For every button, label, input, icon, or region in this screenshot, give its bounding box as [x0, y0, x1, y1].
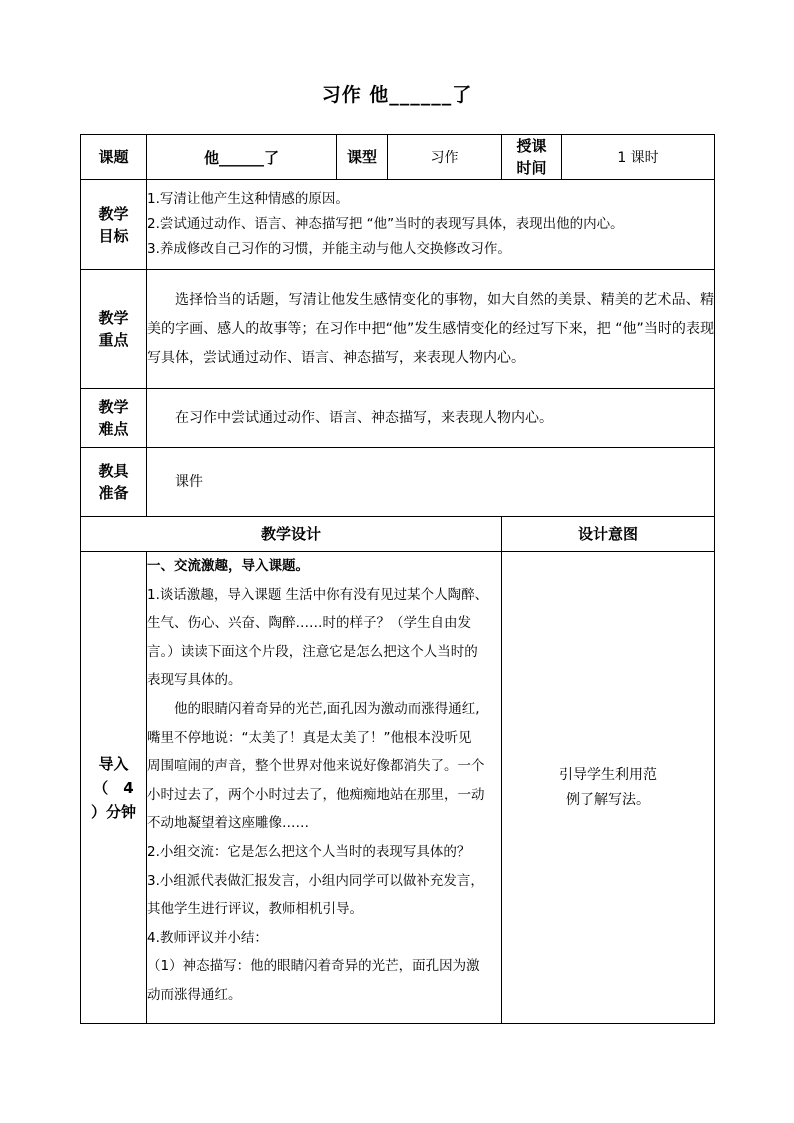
- passage-line: 他的眼睛闪着奇异的光芒,面孔因为激动而涨得通红,: [174, 700, 480, 717]
- step-line: 2.小组交流：它是怎么把这个人当时的表现写具体的？: [147, 843, 471, 860]
- step-line: 其他学生进行评议，教师相机引导。: [147, 901, 363, 918]
- teaching-time-label-line2: 时间: [516, 159, 547, 177]
- intro-heading: 一、交流激趣，导入课题。: [147, 558, 309, 574]
- topic-value: 他______了: [147, 135, 337, 180]
- header-row: [81, 135, 715, 180]
- intent-line1: 引导学生利用范: [559, 766, 657, 783]
- intro-label-line1: 导入: [98, 754, 129, 773]
- goal-item: 2.尝试通过动作、语言、神态描写把 “他”当时的表现写具体，表现出他的内心。: [147, 216, 624, 232]
- teaching-design-header: 教学设计: [81, 517, 502, 552]
- difficulties-label-line1: 教学: [98, 398, 129, 416]
- step-line: （1）神态描写：他的眼睛闪着奇异的光芒，面孔因为激: [147, 958, 480, 975]
- passage-line: 周围喧闹的声音，整个世界对他来说好像都消失了。一个: [147, 758, 485, 775]
- difficulties-label-line2: 难点: [98, 420, 129, 438]
- goal-item: 3.养成修改自己习作的习惯，并能主动与他人交换修改习作。: [147, 241, 511, 257]
- difficulties-content: 在习作中尝试通过动作、语言、神态描写，来表现人物内心。: [147, 389, 715, 448]
- intro-intent-content: [502, 552, 715, 1024]
- goals-label: [81, 180, 147, 270]
- lesson-plan-table: [80, 134, 715, 1024]
- intro-row: [81, 552, 715, 1024]
- materials-label-line1: 教具: [98, 462, 129, 480]
- intro-label-line2: （ 4: [93, 778, 134, 797]
- difficulties-label: [81, 389, 147, 448]
- topic-label: 课题: [81, 135, 147, 180]
- materials-label-line2: 准备: [98, 484, 129, 502]
- teaching-time-value: 1 课时: [562, 135, 715, 180]
- design-header-row: [81, 517, 715, 552]
- key-points-label-line1: 教学: [98, 309, 129, 327]
- intro-design-content: [147, 552, 502, 1024]
- intro-line: 生气、伤心、兴奋、陶醉……时的样子？（学生自由发: [147, 615, 471, 632]
- materials-label: [81, 448, 147, 517]
- teaching-time-label-line1: 授课: [516, 137, 547, 155]
- page-title: 习作 他______了: [321, 84, 473, 106]
- passage-line: 小时过去了，两个小时过去了，他痴痴地站在那里，一动: [147, 786, 485, 803]
- intro-line: 1.谈话激趣，导入课题 生活中你有没有见过某个人陶醉、: [147, 586, 489, 603]
- lesson-type-value: 习作: [388, 135, 502, 180]
- materials-content: 课件: [147, 448, 715, 517]
- key-points-label: [81, 270, 147, 389]
- step-line: 动而涨得通红。: [147, 986, 242, 1003]
- key-points-row: [81, 270, 715, 389]
- design-intent-header: 设计意图: [502, 517, 715, 552]
- difficulties-row: [81, 389, 715, 448]
- key-points-content: 选择恰当的话题，写清让他发生感情变化的事物，如大自然的美景、精美的艺术品、精美的字画、感人的故事等；在习作中把“他”发生感情变化的经过写下来，把 “他”当时的表现写具体，尝试通过动作、语言、神态描写，来表现人物内心。: [147, 270, 715, 389]
- goals-content: [147, 180, 715, 270]
- step-line: 3.小组派代表做汇报发言，小组内同学可以做补充发言，: [147, 872, 484, 889]
- intro-label: [81, 552, 147, 1024]
- lesson-type-label: 课型: [337, 135, 388, 180]
- intent-line2: 例了解写法。: [566, 791, 650, 808]
- intro-line: 表现写具体的。: [147, 672, 242, 689]
- teaching-time-label: [502, 135, 562, 180]
- materials-row: [81, 448, 715, 517]
- passage-line: 嘴里不停地说：“太美了！真是太美了！”他根本没听见: [147, 729, 472, 746]
- passage-line: 不动地凝望着这座雕像……: [147, 815, 309, 832]
- goals-row: [81, 180, 715, 270]
- goals-label-line1: 教学: [98, 204, 129, 223]
- intro-line: 言。）读读下面这个片段，注意它是怎么把这个人当时的: [147, 643, 478, 660]
- intro-label-line3: ）分钟: [90, 802, 136, 821]
- step-line: 4.教师评议并小结：: [147, 929, 268, 946]
- goals-label-line2: 目标: [98, 226, 129, 245]
- key-points-label-line2: 重点: [98, 331, 129, 349]
- goal-item: 1.写清让他产生这种情感的原因。: [147, 191, 349, 207]
